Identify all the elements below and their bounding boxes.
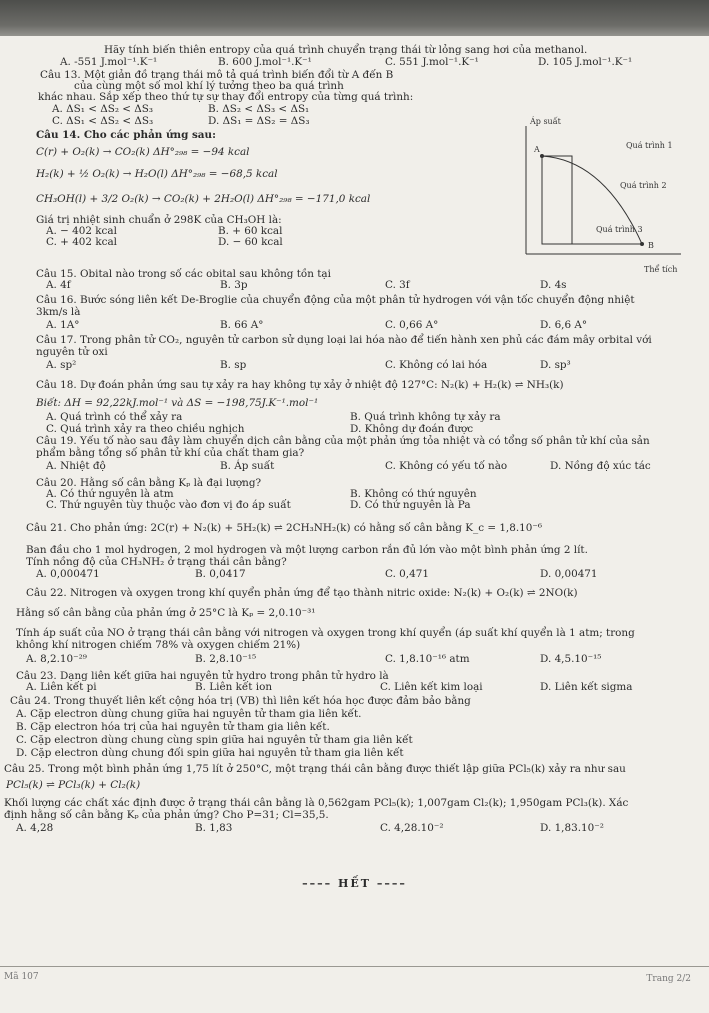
point-b-label: B [648, 241, 654, 250]
q18-title: Câu 18. Dự đoán phản ứng sau tự xảy ra hay không tự xảy ở nhiệt độ 127°C: N₂(k) + H₂(k) ⇌ NH₃(k) [36, 379, 564, 391]
q19-line2: phẩm bằng tổng số phân tử khí của chất tham gia? [36, 447, 305, 459]
q22-choice-b: B. 2,8.10⁻¹⁵ [195, 653, 257, 665]
choice-d: D. 105 J.mol⁻¹.K⁻¹ [538, 56, 633, 68]
page-number: Trang 2/2 [646, 974, 691, 984]
q18-choice-d: D. Không dự đoán được [350, 423, 474, 435]
q21-line2: Ban đầu cho 1 mol hydrogen, 2 mol hydrogen và một lượng carbon rắn đủ lớn vào một bình phản ứng 2 lít. [26, 544, 588, 556]
q13-choice-d: D. ΔS₁ = ΔS₂ = ΔS₃ [208, 115, 310, 127]
q22-choice-c: C. 1,8.10⁻¹⁶ atm [385, 653, 470, 665]
q19-choice-a: A. Nhiệt độ [46, 460, 106, 472]
q13-line2: của cùng một số mol khí lý tưởng theo ba quá trình [74, 80, 344, 92]
q22-line3: Tính áp suất của NO ở trạng thái cân bằng với nitrogen và oxygen trong khí quyển (áp suất khí quyển là 1 atm; trong [16, 627, 635, 639]
q16-choice-d: D. 6,6 A° [540, 319, 588, 331]
q20-choice-c: C. Thứ nguyên tùy thuộc vào đơn vị đo áp suất [46, 499, 291, 511]
q16-line1: Câu 16. Bước sóng liên kết De-Broglie của chuyển động của một phân tử hydrogen với vận tốc chuyển động nhiệt [36, 294, 635, 306]
q15-title: Câu 15. Obital nào trong số các obital sau không tồn tại [36, 268, 331, 280]
q22-line2: Hằng số cân bằng của phản ứng ở 25°C là Kₚ = 2,0.10⁻³¹ [16, 607, 316, 619]
q18-given: Biết: ΔH = 92,22kJ.mol⁻¹ và ΔS = −198,75J.K⁻¹.mol⁻¹ [36, 397, 319, 409]
q14-choice-b: B. + 60 kcal [218, 225, 283, 237]
q19-choice-b: B. Áp suất [220, 460, 275, 472]
q13-line3: khác nhau. Sắp xếp theo thứ tự sự thay đổi entropy của từng quá trình: [38, 91, 414, 103]
pressure-volume-diagram [516, 116, 686, 276]
q20-choice-b: B. Không có thứ nguyên [350, 488, 477, 500]
q18-choice-a: A. Quá trình có thể xảy ra [46, 411, 183, 423]
q16-line2: 3km/s là [36, 306, 81, 318]
y-axis-label: Áp suất [530, 117, 561, 126]
point-a-label: A [534, 145, 540, 154]
choice-b: B. 600 J.mol⁻¹.K⁻¹ [218, 56, 312, 68]
q23-choice-d: D. Liên kết sigma [540, 681, 633, 693]
q18-choice-b: B. Quá trình không tự xảy ra [350, 411, 501, 423]
q24-choice-d: D. Cặp electron dùng chung đối spin giữa hai nguyên tử tham gia liên kết [16, 747, 404, 759]
q24-choice-c: C. Cặp electron dùng chung cùng spin giữa hai nguyên tử tham gia liên kết [16, 734, 413, 746]
q23-choice-c: C. Liên kết kim loại [380, 681, 483, 693]
q14-choice-a: A. − 402 kcal [46, 225, 117, 237]
q17-choice-d: D. sp³ [540, 359, 571, 371]
exam-code: Mã 107 [4, 972, 39, 982]
choice-c: C. 551 J.mol⁻¹.K⁻¹ [385, 56, 479, 68]
q23-choice-a: A. Liên kết pi [26, 681, 97, 693]
process-2-label: Quá trình 2 [620, 181, 667, 190]
q25-line3: Khối lượng các chất xác định được ở trạng thái cân bằng là 0,562gam PCl₅(k); 1,007gam Cl₂(k); 1,950gam PCl₃(k). Xác [4, 797, 629, 809]
q16-choice-b: B. 66 A° [220, 319, 264, 331]
q17-choice-a: A. sp² [46, 359, 77, 371]
exam-page [0, 36, 709, 1013]
q24-choice-b: B. Cặp electron hóa trị của hai nguyên tử tham gia liên kết. [16, 721, 330, 733]
q14-reaction-2: H₂(k) + ½ O₂(k) → H₂O(l) ΔH°₂₉₈ = −68,5 kcal [36, 168, 278, 180]
process-3-label: Quá trình 3 [596, 225, 643, 234]
q14-reaction-3: CH₃OH(l) + 3/2 O₂(k) → CO₂(k) + 2H₂O(l) ΔH°₂₉₈ = −171,0 kcal [36, 193, 371, 205]
q25-line4: định hằng số cân bằng Kₚ của phản ứng? Cho P=31; Cl=35,5. [4, 809, 329, 821]
point-a-marker [540, 154, 544, 158]
q23-title: Câu 23. Dạng liên kết giữa hai nguyên tử hydro trong phân tử hydro là [16, 670, 389, 682]
q22-line1: Câu 22. Nitrogen và oxygen trong khí quyển phản ứng để tạo thành nitric oxide: N₂(k) + O₂(k) ⇌ 2NO(k) [26, 587, 578, 599]
question-intro: Hãy tính biến thiên entropy của quá trình chuyển trạng thái từ lỏng sang hơi của methanol. [104, 44, 588, 56]
q16-choice-c: C. 0,66 A° [385, 319, 439, 331]
q21-choice-d: D. 0,00471 [540, 568, 598, 580]
q25-choice-d: D. 1,83.10⁻² [540, 822, 604, 834]
q13-choice-b: B. ΔS₂ < ΔS₃ < ΔS₁ [208, 103, 310, 115]
q25-choice-c: C. 4,28.10⁻² [380, 822, 444, 834]
choice-a: A. -551 J.mol⁻¹.K⁻¹ [60, 56, 158, 68]
q25-equation: PCl₅(k) ⇌ PCl₃(k) + Cl₂(k) [6, 779, 141, 791]
q22-choice-d: D. 4,5.10⁻¹⁵ [540, 653, 602, 665]
q22-line4: không khí nitrogen chiếm 78% và oxygen chiếm 21%) [16, 639, 301, 651]
q22-choice-a: A. 8,2.10⁻²⁹ [26, 653, 87, 665]
q17-line1: Câu 17. Trong phân tử CO₂, nguyên tử carbon sử dụng loại lai hóa nào để tiến hành xen phủ các đám mây orbital với [36, 334, 652, 346]
q13-line1: Câu 13. Một giản đồ trạng thái mô tả quá trình biến đổi từ A đến B [40, 69, 394, 81]
q19-line1: Câu 19. Yếu tố nào sau đây làm chuyển dịch cân bằng của một phản ứng tỏa nhiệt và có tổng số phân tử khí của sản [36, 435, 650, 447]
q15-choice-a: A. 4f [46, 279, 71, 291]
process-1-label: Quá trình 1 [626, 141, 673, 150]
q25-choice-a: A. 4,28 [16, 822, 54, 834]
q24-title: Câu 24. Trong thuyết liên kết cộng hóa trị (VB) thì liên kết hóa học được đảm bảo bằng [10, 695, 471, 707]
q21-choice-a: A. 0,000471 [36, 568, 100, 580]
q14-reaction-1: C(r) + O₂(k) → CO₂(k) ΔH°₂₉₈ = −94 kcal [36, 146, 250, 158]
pv-diagram-svg [516, 116, 686, 276]
q21-choice-b: B. 0,0417 [195, 568, 246, 580]
q15-choice-b: B. 3p [220, 279, 248, 291]
q21-line1: Câu 21. Cho phản ứng: 2C(r) + N₂(k) + 5H₂(k) ⇌ 2CH₃NH₂(k) có hằng số cân bằng K_c = 1,8.10⁻⁶ [26, 522, 543, 534]
footer-divider [0, 966, 709, 967]
q17-line2: nguyên tử oxi [36, 346, 108, 358]
q19-choice-c: C. Không có yếu tố nào [385, 460, 508, 472]
q20-choice-a: A. Có thứ nguyên là atm [46, 488, 174, 500]
point-b-marker [640, 242, 644, 246]
q18-choice-c: C. Quá trình xảy ra theo chiều nghịch [46, 423, 245, 435]
q14-choice-d: D. − 60 kcal [218, 236, 283, 248]
q16-choice-a: A. 1A° [46, 319, 80, 331]
q19-choice-d: D. Nồng độ xúc tác [550, 460, 651, 472]
q15-choice-c: C. 3f [385, 279, 410, 291]
q14-choice-c: C. + 402 kcal [46, 236, 117, 248]
q17-choice-b: B. sp [220, 359, 247, 371]
q25-line1: Câu 25. Trong một bình phản ứng 1,75 lít ở 250°C, một trạng thái cân bằng được thiết lập giữa PCl₅(k) xảy ra như sau [4, 763, 626, 775]
q20-choice-d: D. Có thứ nguyên là Pa [350, 499, 471, 511]
q20-title: Câu 20. Hằng số cân bằng Kₚ là đại lượng? [36, 477, 262, 489]
q23-choice-b: B. Liên kết ion [195, 681, 273, 693]
q21-line3: Tính nồng độ của CH₃NH₂ ở trạng thái cân bằng? [26, 556, 287, 568]
q25-choice-b: B. 1,83 [195, 822, 233, 834]
x-axis-label: Thể tích [644, 265, 678, 274]
q17-choice-c: C. Không có lai hóa [385, 359, 488, 371]
q21-choice-c: C. 0,471 [385, 568, 429, 580]
q13-choice-c: C. ΔS₁ < ΔS₂ < ΔS₃ [52, 115, 154, 127]
end-marker: –––– HẾT –––– [302, 877, 407, 890]
q15-choice-d: D. 4s [540, 279, 567, 291]
q13-choice-a: A. ΔS₁ < ΔS₂ < ΔS₃ [52, 103, 154, 115]
q14-title: Câu 14. Cho các phản ứng sau: [36, 129, 216, 141]
q14-ask: Giá trị nhiệt sinh chuẩn ở 298K của CH₃OH là: [36, 214, 282, 226]
end-text: HẾT [338, 877, 371, 890]
q24-choice-a: A. Cặp electron dùng chung giữa hai nguyên tử tham gia liên kết. [16, 708, 362, 720]
